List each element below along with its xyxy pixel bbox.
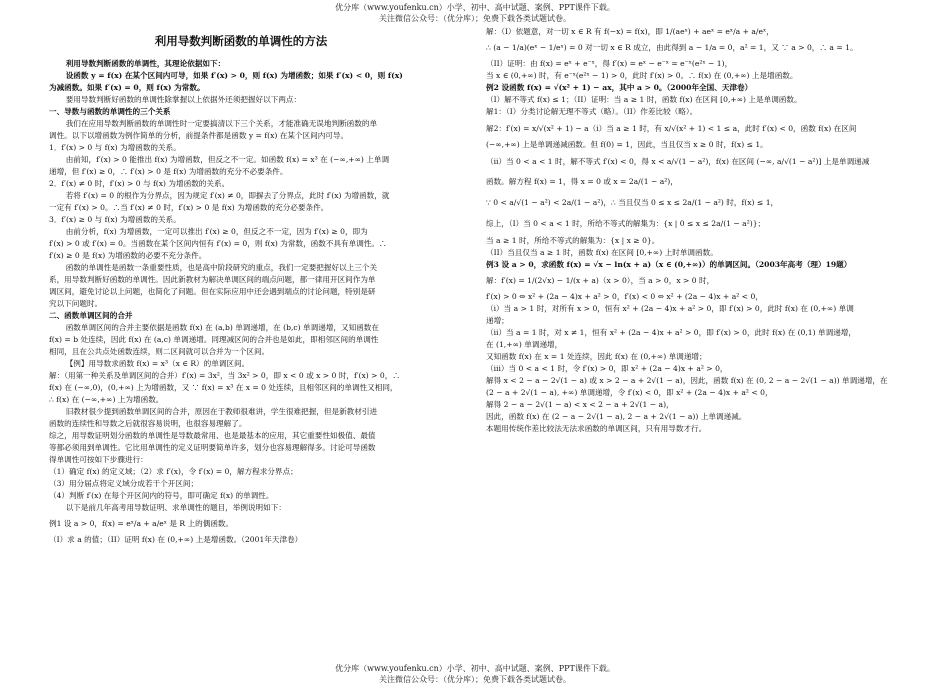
text-line: 为减函数。如果 f′(x) = 0，则 f(x) 为常数。 xyxy=(49,83,205,92)
text-line: （3）用分届点将定义域分成若干个开区间； xyxy=(49,479,199,488)
text-line: 一定有 f′(x) > 0。∴当 f′(x) ≠ 0 时，f′(x) > 0 是 f(x) 为增函数的充分必要条件。 xyxy=(49,203,329,212)
text-line: （I）求 a 的值；（II）证明 f(x) 在 (0,+∞) 上是增函数。（2001年天津卷） xyxy=(49,535,303,544)
right-column xyxy=(486,26,901,435)
text-line: （I）解不等式 f(x) ≤ 1；（II）证明：当 a ≥ 1 时，函数 f(x) 在区间 [0,+∞) 上是单调函数。 xyxy=(486,95,802,104)
text-line: f′(x) > 0 ⇔ x² + (2a − 4)x + a² > 0，f′(x) < 0 ⇔ x² + (2a − 4)x + a² < 0， xyxy=(486,292,763,301)
text-line: 利用导数判断函数的单调性，其理论依据如下： xyxy=(65,59,226,68)
text-line: 当 x ∈ (0,+∞) 时，有 e⁻ˣ(e²ˣ − 1) > 0，此时 f′(x) > 0。∴ f(x) 在 (0,+∞) 上是增函数。 xyxy=(486,71,798,80)
text-line: 综之，用导数证明划分函数的单调性是导数最常用、也是最基本的应用，其它重要性如极值、最值 xyxy=(49,431,376,440)
text-line: 调性。以下以增函数为例作简单的分析，前提条件都是函数 y = f(x) 在某个区间内可导。 xyxy=(49,131,349,140)
text-line: 2．f′(x) ≠ 0 时，f′(x) > 0 与 f(x) 为增函数的关系。 xyxy=(49,179,230,188)
header-line-2: 关注微信公众号：（优分库）；免费下载各类试题试卷。 xyxy=(379,14,571,23)
text-line: 解2：f′(x) = x/√(x² + 1) − a（i）当 a ≥ 1 时，有 x/√(x² + 1) < 1 ≤ a，此时 f′(x) < 0，函数 f(x) 在区间 xyxy=(486,124,857,133)
text-line: 本题用传统作差比较法无法求函数的单调区间，只有用导数才行。 xyxy=(486,424,707,433)
text-line: 在 (1,+∞) 单调递增， xyxy=(486,340,563,349)
text-line: ∴ f(x) 在 (−∞,+∞) 上为增函数。 xyxy=(49,395,164,404)
text-line: f(x) = b 处连续，因此 f(x) 在 (a,c) 单调递增。同理减区间的合并也是如此，即相邻区间的单调性 xyxy=(49,335,379,344)
text-line: 函数单调区间的合并主要依据是函数 f(x) 在 (a,b) 单调递增，在 (b,c) 单调递增，又知函数在 xyxy=(65,323,379,332)
text-line: 因此，函数 f(x) 在 (2 − a − 2√(1 − a), 2 − a + 2√(1 − a)) 上单调递减。 xyxy=(486,412,747,421)
text-line: 设函数 y = f(x) 在某个区间内可导，如果 f′(x) > 0，则 f(x) 为增函数；如果 f′(x) < 0，则 f(x) xyxy=(65,71,403,80)
text-line: （iii）当 0 < a < 1 时，令 f′(x) > 0，即 x² + (2a − 4)x + a² > 0， xyxy=(486,364,728,373)
example-heading: 例3 设 a > 0，求函数 f(x) = √x − ln(x + a)（x ∈ (0,+∞)）的单调区间。（2003年高考（理）19题） xyxy=(486,260,852,269)
text-line: 综上，（I）当 0 < a < 1 时，所给不等式的解集为：{x | 0 ≤ x ≤ 2a/(1 − a²)}； xyxy=(486,219,766,228)
text-line: 解：（I）依题意，对一切 x ∈ R 有 f(−x) = f(x)，即 1/(aeˣ) + aeˣ = eˣ/a + a/eˣ， xyxy=(486,27,774,36)
text-line: 由前分析，f(x) 为增函数，一定可以推出 f′(x) ≥ 0，但反之不一定，因为 f′(x) ≥ 0，即为 xyxy=(65,227,368,236)
text-line: （ii）当 0 < a < 1 时，解不等式 f′(x) < 0，得 x < a/√(1 − a²)，f(x) 在区间 (−∞, a/√(1 − a²)] 上是单调递减 xyxy=(486,157,870,166)
text-line: f(x) 在 (−∞,0)，(0,+∞) 上为增函数，又 ∵ f(x) = x³ 在 x = 0 处连续，且相邻区间的单调性又相同， xyxy=(49,383,398,392)
text-line: 3．f′(x) ≥ 0 与 f(x) 为增函数的关系。 xyxy=(49,215,181,224)
example-heading: 例2 设函数 f(x) = √(x² + 1) − ax，其中 a > 0。（2000年全国、天津卷） xyxy=(486,83,753,92)
text-line: 函数。解方程 f(x) = 1，得 x = 0 或 x = 2a/(1 − a²)， xyxy=(486,177,678,186)
text-line: 函数的单调性是函数一条重要性质，也是高中阶段研究的重点，我们一定要把握好以上三个关 xyxy=(65,263,378,272)
text-line: 解1：（I）分类讨论解无理不等式（略）。（II）作差比较（略）。 xyxy=(486,107,698,116)
text-line: 我们在应用导数判断函数的单调性时一定要搞清以下三个关系，才能准确无误地判断函数的单 xyxy=(65,119,378,128)
text-line: 解得 2 − a − 2√(1 − a) < x < 2 − a + 2√(1 − a)， xyxy=(486,400,674,409)
text-line: 相同，且在公共点处函数连续，则二区间就可以合并为一个区间。 xyxy=(49,347,270,356)
text-line: 以下是前几年高考用导数证明、求单调性的题目，举例说明如下： xyxy=(65,503,286,512)
text-line: （II）证明：由 f(x) = eˣ + e⁻ˣ，得 f′(x) = eˣ − e⁻ˣ = e⁻ˣ(e²ˣ − 1)， xyxy=(486,59,733,68)
text-line: 函数的连续性和导数之后就很容易说明，也很容易理解了。 xyxy=(49,419,247,428)
text-line: （i）当 a > 1 时，对所有 x > 0，恒有 x² + (2a − 4)x + a² > 0，即 f′(x) > 0，此时 f(x) 在 (0,+∞) 单调 xyxy=(486,304,854,313)
text-line: （4）判断 f′(x) 在每个开区间内的符号，即可确定 f(x) 的单调性。 xyxy=(49,491,274,500)
text-line: 若将 f′(x) = 0 的根作为分界点，因为规定 f′(x) ≠ 0，即摒去了分界点，此时 f′(x) 为增函数，就 xyxy=(65,191,390,200)
footer-line-2: 关注微信公众号：（优分库）；免费下载各类试题试卷。 xyxy=(379,675,571,684)
document-title: 利用导数判断函数的单调性的方法 xyxy=(154,34,328,48)
footer-line-1: 优分库（www.youfenku.cn）小学、初中、高中试题、案例、PPT课件下载。 xyxy=(335,664,615,673)
text-line: 究以下问题时。 xyxy=(49,299,103,308)
text-line: (−∞,+∞) 上是单调递减函数。但 f(0) = 1，因此，当且仅当 x ≥ 0 时，f(x) ≤ 1。 xyxy=(486,140,768,149)
text-line: 旧教材很少提到函数单调区间的合并，原因在于教师很难讲，学生很难把握，但是新教材引进 xyxy=(65,407,378,416)
text-line: ∵ 0 < a/√(1 − a²) < 2a/(1 − a²)，∴ 当且仅当 0 ≤ x ≤ 2a/(1 − a²) 时，f(x) ≤ 1， xyxy=(486,198,779,207)
left-column xyxy=(49,26,433,546)
text-line: ∴ (a − 1/a)(eˣ − 1/eˣ) = 0 对一切 x ∈ R 成立，由此得到 a − 1/a = 0，a² = 1，又 ∵ a > 0，∴ a = 1。 xyxy=(486,43,858,52)
text-line: 系，用导数判断好函数的单调性。因此新教材为解决单调区间的端点问题，都一律用开区间作为单 xyxy=(49,275,376,284)
text-line: 又知函数 f(x) 在 x = 1 处连续，因此 f(x) 在 (0,+∞) 单调递增； xyxy=(486,352,707,361)
page-header xyxy=(0,2,950,24)
text-line: (2 − a + 2√(1 − a), +∞) 单调递增，令 f′(x) < 0，即 x² + (2a − 4)x + a² < 0， xyxy=(486,388,773,397)
text-line: 【例】用导数求函数 f(x) = x³（x ∈ R）的单调区间。 xyxy=(65,359,250,368)
text-line: 由前知，f′(x) > 0 能推出 f(x) 为增函数，但反之不一定。如函数 f(x) = x³ 在 (−∞,+∞) 上单调 xyxy=(65,155,390,164)
text-line: 递增； xyxy=(486,316,509,325)
header-line-1: 优分库（www.youfenku.cn）小学、初中、高中试题、案例、PPT课件下载。 xyxy=(335,3,615,12)
text-line: 解得 x < 2 − a − 2√(1 − a) 或 x > 2 − a + 2√(1 − a)，因此，函数 f(x) 在 (0, 2 − a − 2√(1 − a)) 单调递增，在 xyxy=(486,376,888,385)
text-line: （II）当且仅当 a ≥ 1 时，函数 f(x) 在区间 [0,+∞) 上时单调函数。 xyxy=(486,248,718,257)
text-line: 当 a ≥ 1 时，所给不等式的解集为：{x | x ≥ 0}。 xyxy=(486,236,660,245)
text-line: 1．f′(x) > 0 与 f(x) 为增函数的关系。 xyxy=(49,143,181,152)
text-line: f′(x) ≥ 0 是 f(x) 为增函数的必要不充分条件。 xyxy=(49,251,207,260)
section-heading: 二、函数单调区间的合并 xyxy=(49,311,133,320)
text-line: 例1 设 a > 0，f(x) = eˣ/a + a/eˣ 是 R 上的偶函数。 xyxy=(49,519,234,528)
text-line: 解：f′(x) = 1/(2√x) − 1/(x + a)（x > 0），当 a > 0，x > 0 时， xyxy=(486,276,715,285)
text-line: 要用导数判断好函数的单调性除掌握以上依据外还须把握好以下两点： xyxy=(65,95,302,104)
section-heading: 一、导数与函数的单调性的三个关系 xyxy=(49,107,171,116)
text-line: 递增，但 f′(x) ≥ 0，∴ f′(x) > 0 是 f(x) 为增函数的充分不必要条件。 xyxy=(49,167,288,176)
text-line: 调区间，避免讨论以上问题，也简化了问题。但在实际应用中还会遇到端点的讨论问题，特别是研 xyxy=(49,287,376,296)
text-line: 得单调性可按如下步骤进行： xyxy=(49,455,148,464)
text-line: 解：（用第一种关系及单调区间的合并）f′(x) = 3x²，当 3x² > 0，即 x < 0 或 x > 0 时，f′(x) > 0，∴ xyxy=(49,371,400,380)
page-footer xyxy=(0,663,950,685)
text-line: （1）确定 f(x) 的定义域；（2）求 f′(x)，令 f′(x) = 0，解方程求分界点； xyxy=(49,467,298,476)
text-line: f′(x) > 0 或 f′(x) = 0。当函数在某个区间内恒有 f′(x) = 0，则 f(x) 为常数，函数不具有单调性。∴ xyxy=(49,239,387,248)
text-line: 等都必须用到单调性。它比用单调性的定义证明要简单许多，划分也容易理解得多。讨论可导函数 xyxy=(49,443,376,452)
text-line: （ii）当 a = 1 时，对 x ≠ 1，恒有 x² + (2a − 4)x + a² > 0，即 f′(x) > 0，此时 f(x) 在 (0,1) 单调递增， xyxy=(486,328,856,337)
